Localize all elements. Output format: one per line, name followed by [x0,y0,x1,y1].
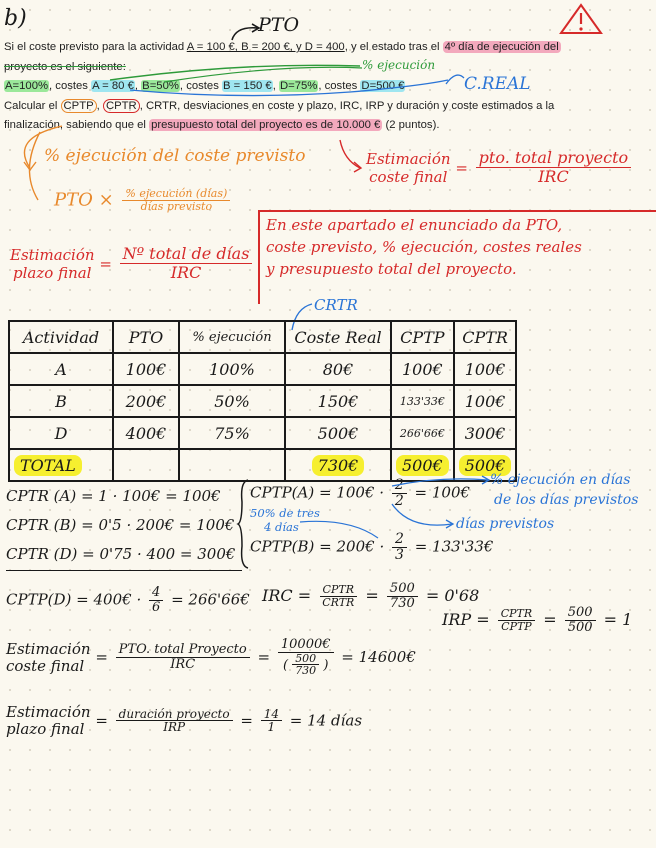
statement-line-2 [4,58,652,78]
frac-den: ( $\frac{500}{730}$ ) [282,651,329,678]
irp-frac-2 [565,606,596,635]
irc-pre: IRC = [262,585,312,605]
statement-text: , [96,99,103,112]
irc-post: = 0'68 [425,585,480,605]
note-line: de los días previstos [494,492,639,508]
irc-calc: IRC = $\frac{\text{CPTR}}{\text{CRTR}}$ = $\frac{500}{730}$ = 0'68 [262,581,480,611]
statement-text: , [134,80,142,92]
table-cell: 500€ [285,417,391,449]
est-plazo-num: Nº total de días [120,246,253,264]
table-cell: 100€ [454,353,517,385]
irp-frac-1 [498,608,535,633]
table-cell: 50% [179,385,285,417]
pct-a: A=100% [5,80,49,92]
irp-post: = 1 [603,609,633,629]
frac-num: CPTR [498,608,535,621]
est-coste-result: = 14600€ [341,648,416,667]
warning-triangle-icon [558,2,604,36]
note-line: 4 días [264,520,299,534]
irp-pre: IRP = [442,609,490,629]
est-plazo-fraction [120,246,253,281]
cptp-d-pre: CPTP(D) = 400€ · [6,590,142,609]
table-cell [113,449,179,481]
est-plazo-frac-2 [261,708,282,735]
est-plazo-label: Estimación [6,703,91,721]
cptp-a-post: = 100€ [414,483,471,502]
est-coste-label: coste final [6,656,85,675]
col-ejecucion: % ejecución [179,321,285,353]
total-coste-real: 730€ [312,455,365,476]
frac-den: CRTR [322,595,355,609]
table-cell: 300€ [454,417,517,449]
frac-num: 2 [392,478,407,494]
table-cell: 100€ [113,353,179,385]
pto-x-num: % ejecución (días) [122,188,230,201]
divider-line [6,570,242,571]
table-cell: 100€ [454,385,517,417]
statement-text: proyecto es el siguiente: [4,60,126,73]
frac-den: 730 [389,595,415,611]
frac-den: CPTP [501,619,532,633]
est-coste-label: Estimación [6,639,91,658]
note-line: y presupuesto total del proyecto. [266,260,517,278]
frac-num: 10000€ [278,638,334,653]
table-row [9,417,516,449]
part-label: b) [4,6,27,31]
note-text [266,214,582,280]
table-cell: 100€ [391,353,454,385]
est-plazo-den: IRC [170,263,202,283]
total-label-cell [9,449,113,481]
cptr-circled: CPTR [103,99,140,113]
table-cell [285,449,391,481]
col-coste-real: Coste Real [285,321,391,353]
pto-annotation: PTO [258,14,300,36]
frac-den: 6 [152,599,161,615]
statement-line-4 [4,97,652,117]
pct-d: D=75% [279,80,318,92]
pto-x-label: PTO × [54,189,114,211]
creal-annotation: C.REAL [464,74,531,94]
cost-b: B = 150 € [223,80,272,92]
frac-num: 4 [149,586,163,601]
cptp-b-post: = 133'33€ [414,537,494,556]
statement-text: , CRTR, desviaciones en coste y plazo, IRC, IRP y duración y coste estimados a la [139,99,555,112]
frac-num: PTO. total Proyecto [116,643,250,658]
note-line: % ejecución en días [490,472,631,488]
statement-text: Si el coste previsto para la actividad [4,41,187,53]
table-cell: 133'33€ [391,385,454,417]
total-cptp: 500€ [396,455,449,476]
pto-x-den: días previsto [140,199,213,213]
statement-text: , costes [318,80,361,92]
frac-den: 1 [267,720,276,735]
cptp-d-frac [149,586,163,615]
est-plazo-label: Estimación [10,246,95,264]
irp-calc: IRP = $\frac{\text{CPTR}}{\text{CPTP}}$ = $\frac{500}{500}$ = 1 [442,605,633,635]
frac-num: duración proyecto [116,708,233,722]
crtr-annotation: CRTR [314,296,358,314]
cptp-a-pre: CPTP(A) = 100€ · [250,483,385,502]
cptp-a-frac [392,478,407,509]
cptp-d-post: = 266'66€ [171,590,250,609]
col-pto: PTO [113,321,179,353]
frac-den: 2 [394,492,404,509]
est-coste-annotation: Estimación coste final = $\frac{\text{pto. total proyecto}}{\text{IRC}}$ [366,150,634,186]
frac-den: IRP [163,720,186,735]
note-dias-previstos: días previstos [456,516,555,532]
frac-num: 500 [387,582,418,597]
statement-text: Calcular el [4,99,61,112]
statement-line-5 [4,116,652,136]
activity-table [8,320,517,482]
statement-costs: A = 100 €, B = 200 €, y D = 400 [186,41,345,53]
note-line: coste previsto, % ejecución, costes reales [266,238,582,256]
col-cptr: CPTR [454,321,517,353]
table-cell: 266'66€ [391,417,454,449]
cptr-d-calc: CPTR (D) = 0'75 · 400 = 300€ [6,545,236,563]
irc-frac-2 [387,582,418,611]
statement-text: finalización, sabiendo que el [4,119,150,131]
table-cell [179,449,285,481]
statement-line-1 [4,38,652,58]
est-coste-fraction [476,150,631,185]
table-row [9,353,516,385]
total-cptr: 500€ [459,455,512,476]
frac-num: 500 [292,653,319,666]
statement-text: , costes [179,80,222,92]
cptp-b-frac [392,532,407,563]
irc-frac-1 [319,584,357,609]
note-line: 50% de tres [250,506,320,520]
note-ejec-dias [490,470,638,510]
statement-day-highlight: 4º día de ejecución del [444,41,559,53]
est-plazo-frac-1 [116,708,233,735]
cptp-d-calc [6,586,250,615]
table-cell: 200€ [113,385,179,417]
cptp-a-calc [250,478,470,509]
est-coste-label: Estimación [366,150,451,168]
statement-text: , y el estado tras el [344,41,443,53]
statement-text: , [272,80,279,92]
note-50-tres [250,506,320,534]
frac-den: 730 [295,664,317,678]
pct-b: B=50% [142,80,179,92]
budget-highlight: presupuesto total del proyecto es de 10.000 € [151,119,381,131]
table-cell: B [9,385,113,417]
table-cell: 75% [179,417,285,449]
est-coste-final-calc: Estimación coste final = $\frac{\text{PTO. total Proyecto}}{\text{IRC}}$ = 10000€ ( $\frac{500}{730}$ ) = 14600€ [6,637,416,678]
cptp-b-calc [250,532,493,563]
table-cell: 100% [179,353,285,385]
statement-text: (2 puntos). [382,119,440,131]
est-coste-num: pto. total proyecto [476,150,631,168]
col-actividad: Actividad [9,321,113,353]
total-label: TOTAL [14,455,82,476]
cost-d: D=500 € [361,80,405,92]
cptr-calcs [6,482,235,569]
est-plazo-result: = 14 días [289,711,363,730]
est-coste-label: coste final [369,168,448,186]
frac-den: 500 [567,619,593,635]
table-header-row [9,321,516,353]
ejecucion-annotation: % ejecución [362,58,436,72]
table-total-row [9,449,516,481]
table-cell: 400€ [113,417,179,449]
note-line: En este apartado el enunciado da PTO, [266,216,563,234]
table-cell: 80€ [285,353,391,385]
frac-num: 14 [261,708,282,722]
statement-line-3 [4,77,652,97]
brace-icon [236,478,250,570]
ejec-coste-annotation: % ejecución del coste previsto [44,146,306,166]
cptp-circled: CPTP [61,99,97,113]
frac-den: IRC [170,656,196,672]
est-coste-den: IRC [538,167,569,187]
statement-text: , costes [49,80,92,92]
est-coste-frac-1 [116,643,250,672]
pto-x-annotation [54,188,233,213]
frac-num: 500 [565,606,596,621]
cost-a: A = 80 € [92,80,134,92]
cptr-b-calc: CPTR (B) = 0'5 · 200€ = 100€ [6,516,235,534]
est-plazo-label: plazo final [6,720,85,738]
cptp-b-pre: CPTP(B) = 200€ · [250,537,385,556]
table-cell: A [9,353,113,385]
est-plazo-final-calc: Estimación plazo final = $\frac{\text{duración proyecto}}{\text{IRP}}$ = $\frac{14}{1}$ = 14 días [6,703,363,738]
cptr-a-calc: CPTR (A) = 1 · 100€ = 100€ [6,487,221,505]
est-plazo-label: plazo final [13,264,92,282]
frac-den: 3 [395,546,404,563]
est-coste-frac-2 [278,638,334,677]
frac-num: CPTR [320,584,357,597]
table-row [9,385,516,417]
col-cptp: CPTP [391,321,454,353]
table-cell: D [9,417,113,449]
pto-x-fraction [122,188,230,213]
frac-num: 2 [392,532,407,548]
table-cell: 150€ [285,385,391,417]
est-plazo-annotation: Estimación plazo final = $\frac{\text{Nº total de días}}{\text{IRC}}$ [10,246,255,282]
exercise-statement [4,38,652,136]
